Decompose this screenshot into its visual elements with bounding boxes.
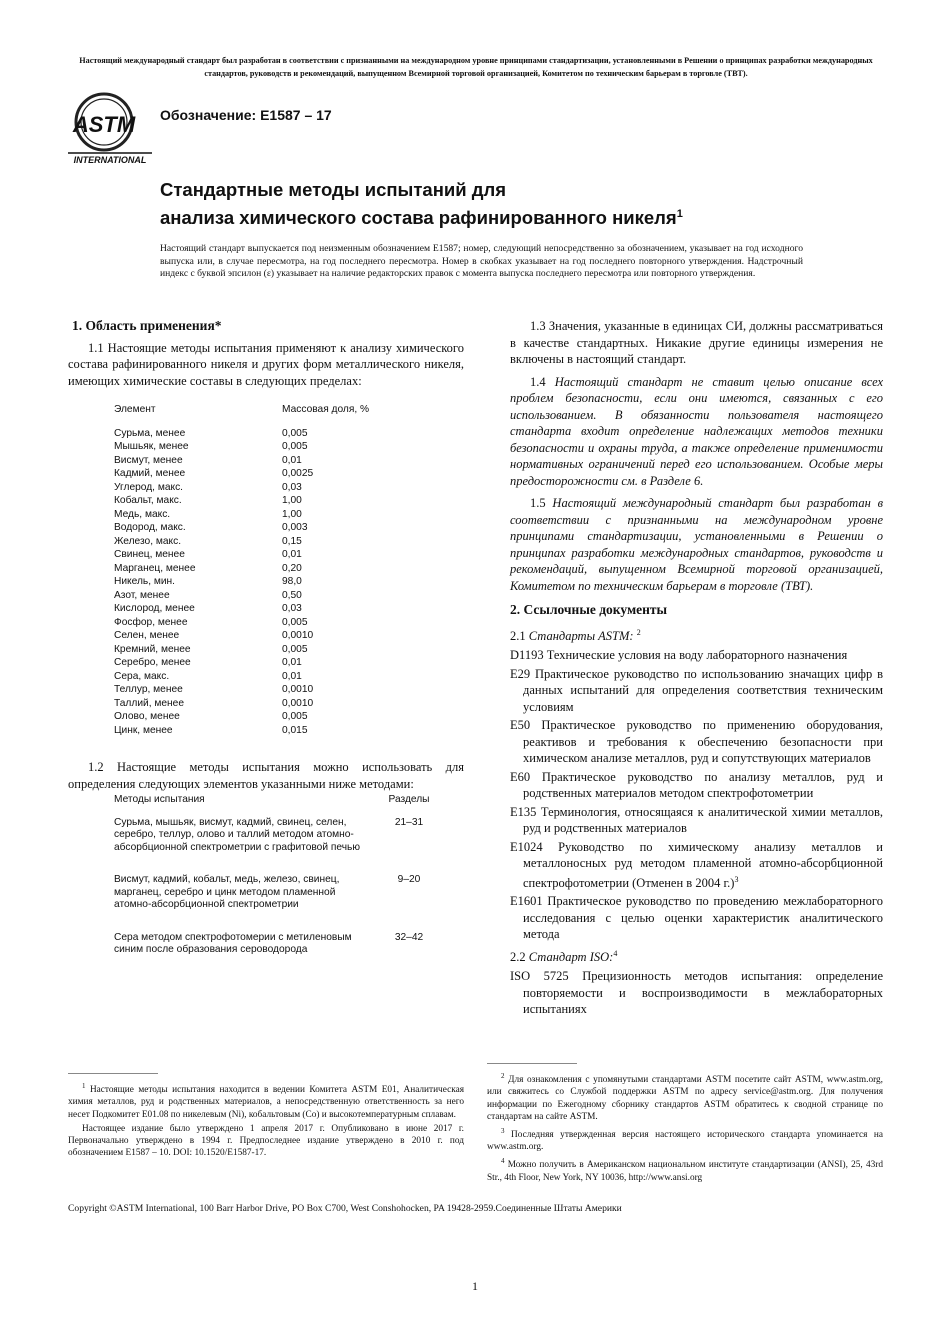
method-sections: 9–20	[397, 874, 421, 885]
element-row	[114, 535, 464, 549]
paragraph-1-2: 1.2 Настоящие методы испытания можно использовать для определения следующих элементов указанными ниже методами:	[68, 760, 464, 791]
element-row	[114, 521, 464, 535]
element-value: 0,005	[282, 643, 308, 655]
element-name: Медь, макс.	[114, 508, 171, 520]
element-value: 0,005	[282, 427, 308, 439]
element-name: Железо, макс.	[114, 535, 182, 547]
intro-paragraph: Настоящий стандарт выпускается под неизменным обозначением E1587; номер, следующий непосредственно за обозначением, указывает на год исходного выпуска или, в случае пересмотра, на год последнего пересмотра. Номер в скобках указывает на год последнего повторного утверждения. Надстрочный индекс с буквой эпсилон (ε) указывает на наличие редакторских правок с момента выпуска последнего пересмотра или повторного утверждения.	[160, 243, 803, 279]
astm-reference: D1193 Технические условия на воду лабораторного назначения	[510, 648, 848, 663]
footnote-1-edition: Настоящее издание было утверждено 1 апреля 2017 г. Опубликовано в июне 2017 г. Первоначально утверждено в 1994 г. Предпоследнее издание утверждено в 2010 г. под обозначением E1587 – 10. DOI: 10.1520/E1587-17.	[68, 1123, 464, 1159]
element-row	[114, 440, 464, 454]
astm-reference: E29 Практическое руководство по использованию значащих цифр в данных испытаний для определения соответствия техническим условиям	[510, 666, 883, 714]
element-value: 0,005	[282, 711, 308, 722]
paragraph-1-4: 1.4 Настоящий стандарт не ставит целью описание всех проблем безопасности, если они имеются, связанных с его использованием. В обязанности пользователя настоящего стандарта входит определение надлежащих методов техники безопасности и охраны труда, а также определение применимости нормативных ограничений перед его использованием. Особые меры предосторожности см. в Разделе 6.	[510, 374, 884, 488]
top-notice: Настоящий международный стандарт был разработан в соответствии с признанными на международном уровне принципами стандартизации, установленными в Решении о принципах разработки международных стандартов, руководств и рекомендаций, выпущенном Всемирной торговой организацией, Комитетом по техническим барьерам в торговле (ТВТ).	[79, 56, 873, 78]
element-value: 0,0010	[282, 697, 314, 709]
element-value: 0,50	[282, 589, 302, 601]
element-name: Никель, мин.	[114, 576, 176, 587]
element-value: 98,0	[282, 576, 302, 587]
element-value: 0,15	[282, 535, 302, 547]
element-value: 0,0025	[282, 468, 314, 479]
elements-table	[114, 403, 464, 737]
method-row	[114, 817, 464, 855]
iso-reference: ISO 5725 Прецизионность методов испытания: определение повторяемости и воспроизводимости в межлабораторных испытаниях	[510, 969, 883, 1017]
element-row	[114, 427, 464, 441]
element-name: Кадмий, менее	[114, 468, 186, 479]
element-row	[114, 575, 464, 589]
footnote-2: $^2$ Для ознакомления с упомянутыми стандартами ASTM посетите сайт ASTM, www.astm.org, или свяжитесь со Службой поддержки ASTM по адресу service@astm.org. Для получения информации по Ежегодному сборнику стандартов ASTM обратитесь к сводной странице по стандартам на сайте ASTM.	[487, 1072, 883, 1122]
element-row	[114, 494, 464, 508]
element-row	[114, 710, 464, 724]
element-row	[114, 508, 464, 522]
element-row	[114, 548, 464, 562]
element-name: Водород, макс.	[114, 522, 186, 533]
element-name: Теллур, менее	[114, 684, 183, 695]
method-sections: 32–42	[394, 931, 424, 943]
element-row	[114, 481, 464, 495]
element-name: Сера, макс.	[114, 670, 170, 682]
footnote-1: $^1$ Настоящие методы испытания находится в ведении Комитета ASTM E01, Аналитическая химия металлов, руд и родственных материалов, а непосредственную ответственность за него несет Подкомитет E01.08 по никелевым (Ni), кобальтовым (Co) и высокотемпературным сплавам.	[68, 1082, 464, 1120]
element-name: Азот, менее	[114, 589, 170, 601]
logo-letters: ASTM	[72, 112, 136, 137]
designation: Обозначение: E1587 – 17	[160, 107, 332, 123]
right-column	[510, 318, 883, 1020]
astm-logo	[66, 90, 154, 166]
element-value: 0,005	[282, 441, 308, 452]
method-row	[114, 932, 464, 957]
element-row	[114, 629, 464, 643]
element-name: Селен, менее	[114, 630, 180, 641]
element-name: Олово, менее	[114, 711, 180, 722]
element-row	[114, 454, 464, 468]
paragraph-1-3: 1.3 Значения, указанные в единицах СИ, должны рассматриваться в качестве стандартных. Никакие другие единицы измерения не включены в настоящий стандарт.	[510, 319, 883, 366]
element-value: 0,003	[282, 522, 308, 533]
element-name: Цинк, менее	[114, 724, 173, 736]
element-name: Кобальт, макс.	[114, 495, 182, 506]
element-name: Сурьма, менее	[114, 427, 186, 439]
paragraph-1-5: 1.5 Настоящий международный стандарт был разработан в соответствии с признанными на международном уровне принципами стандартизации, установленными в Решении о принципах разработки международных стандартов, руководств и рекомендаций, выпущенном Всемирной торговой организацией, Комитетом по техническим барьерам в торговле (ТВТ).	[510, 496, 883, 593]
section-1-heading: 1. Область применения*	[72, 318, 222, 333]
element-row	[114, 670, 464, 684]
element-name: Марганец, менее	[114, 562, 196, 574]
element-name: Мышьяк, менее	[114, 441, 189, 452]
element-name: Фосфор, менее	[114, 616, 188, 628]
element-row	[114, 562, 464, 576]
element-value: 0,01	[282, 454, 302, 466]
element-value: 0,005	[282, 616, 308, 628]
element-name: Углерод, макс.	[114, 481, 183, 493]
paragraph-1-1: 1.1 Настоящие методы испытания применяют к анализу химического состава рафинированного никеля и других форм металлического никеля, имеющих химические составы в следующих пределах:	[68, 340, 464, 388]
element-row	[114, 697, 464, 711]
element-value: 0,0010	[282, 630, 314, 641]
element-row	[114, 656, 464, 670]
element-name: Таллий, менее	[114, 697, 184, 709]
copyright: Copyright ©ASTM International, 100 Barr Harbor Drive, PO Box C700, West Conshohocken, PA 19428-2959.Соединенные Штаты Америки	[68, 1203, 622, 1214]
element-value: 0,01	[282, 670, 302, 682]
methods-table	[114, 794, 464, 957]
subsection-2-1: 2.1 Стандарты ASTM: $^2$	[510, 627, 641, 643]
element-value: 1,00	[282, 495, 302, 506]
title-line-1: Стандартные методы испытаний для	[160, 179, 507, 200]
astm-reference: E1601 Практическое руководство по проведению межлабораторного исследования с целью оценки характеристик аналитического метода	[510, 894, 883, 942]
page-number: 1	[472, 1279, 478, 1293]
element-value: 0,01	[282, 657, 302, 668]
element-row	[114, 589, 464, 603]
footnote-4: $^4$ Можно получить в Американском национальном институте стандартизации (ANSI), 25, 43rd Str., 4th Floor, New York, NY 10036, http://www.ansi.org	[487, 1157, 884, 1183]
element-name: Кремний, менее	[114, 643, 191, 655]
element-name: Свинец, менее	[114, 549, 185, 560]
method-description: Сурьма, мышьяк, висмут, кадмий, свинец, селен, серебро, теллур, олово и таллий методом атомно-абсорбционной спектрометрии с графитовой печью	[114, 816, 360, 853]
element-row	[114, 602, 464, 616]
left-column	[68, 318, 464, 957]
element-name: Кислород, менее	[114, 603, 195, 614]
element-value: 0,20	[282, 562, 302, 574]
astm-reference: E1024 Руководство по химическому анализу металлов и металлоносных руд методом пламенной атомно-абсорбционной спектрофотометрии (Отменен в 2004 г.)$^3$	[510, 839, 883, 890]
element-value: 0,03	[282, 603, 302, 614]
astm-reference: E135 Терминология, относящаяся к аналитической химии металлов, руд и родственных материалов	[510, 804, 883, 836]
footnote-3: $^3$ Последняя утвержденная версия настоящего исторического стандарта упоминается на www.astm.org.	[487, 1126, 883, 1153]
logo-international: INTERNATIONAL	[73, 155, 147, 165]
title-line-2: анализа химического состава рафинированного никеля$^1$	[160, 207, 683, 229]
element-row	[114, 683, 464, 697]
element-row	[114, 643, 464, 657]
method-description: Висмут, кадмий, кобальт, медь, железо, свинец, марганец, серебро и цинк методом пламенной атомно-абсорбционной спектрометрии	[114, 874, 340, 910]
element-row	[114, 616, 464, 630]
section-2-heading: 2. Ссылочные документы	[510, 602, 668, 617]
element-name: Серебро, менее	[114, 657, 191, 668]
element-value: 0,01	[282, 549, 302, 560]
element-value: 0,015	[282, 724, 308, 736]
document-title	[160, 177, 860, 230]
method-description: Сера методом спектрофотомерии с метиленовым синим после образования сероводорода	[114, 931, 352, 955]
element-value: 0,03	[282, 481, 302, 493]
astm-references-list	[510, 647, 883, 943]
elements-table-header: Элемент Массовая доля, %	[114, 404, 370, 415]
element-value: 1,00	[282, 508, 302, 520]
element-row	[114, 467, 464, 481]
footnotes-right	[487, 1063, 883, 1186]
method-row	[114, 874, 464, 912]
footnotes-left	[68, 1073, 464, 1161]
methods-table-header: Методы испытания Разделы	[114, 794, 430, 805]
element-value: 0,0010	[282, 684, 314, 695]
astm-reference: E50 Практическое руководство по применению оборудования, реактивов и требования к обеспечению безопасности при химическом анализе металлов, руд и сопутствующих материалов	[510, 718, 883, 766]
method-sections: 21–31	[394, 816, 424, 828]
astm-reference: E60 Практическое руководство по анализу металлов, руд и родственных материалов методом спектрофотометрии	[510, 769, 883, 801]
subsection-2-2: 2.2 Стандарт ISO:$^4$	[510, 948, 618, 964]
element-name: Висмут, менее	[114, 454, 183, 466]
element-row	[114, 724, 464, 738]
